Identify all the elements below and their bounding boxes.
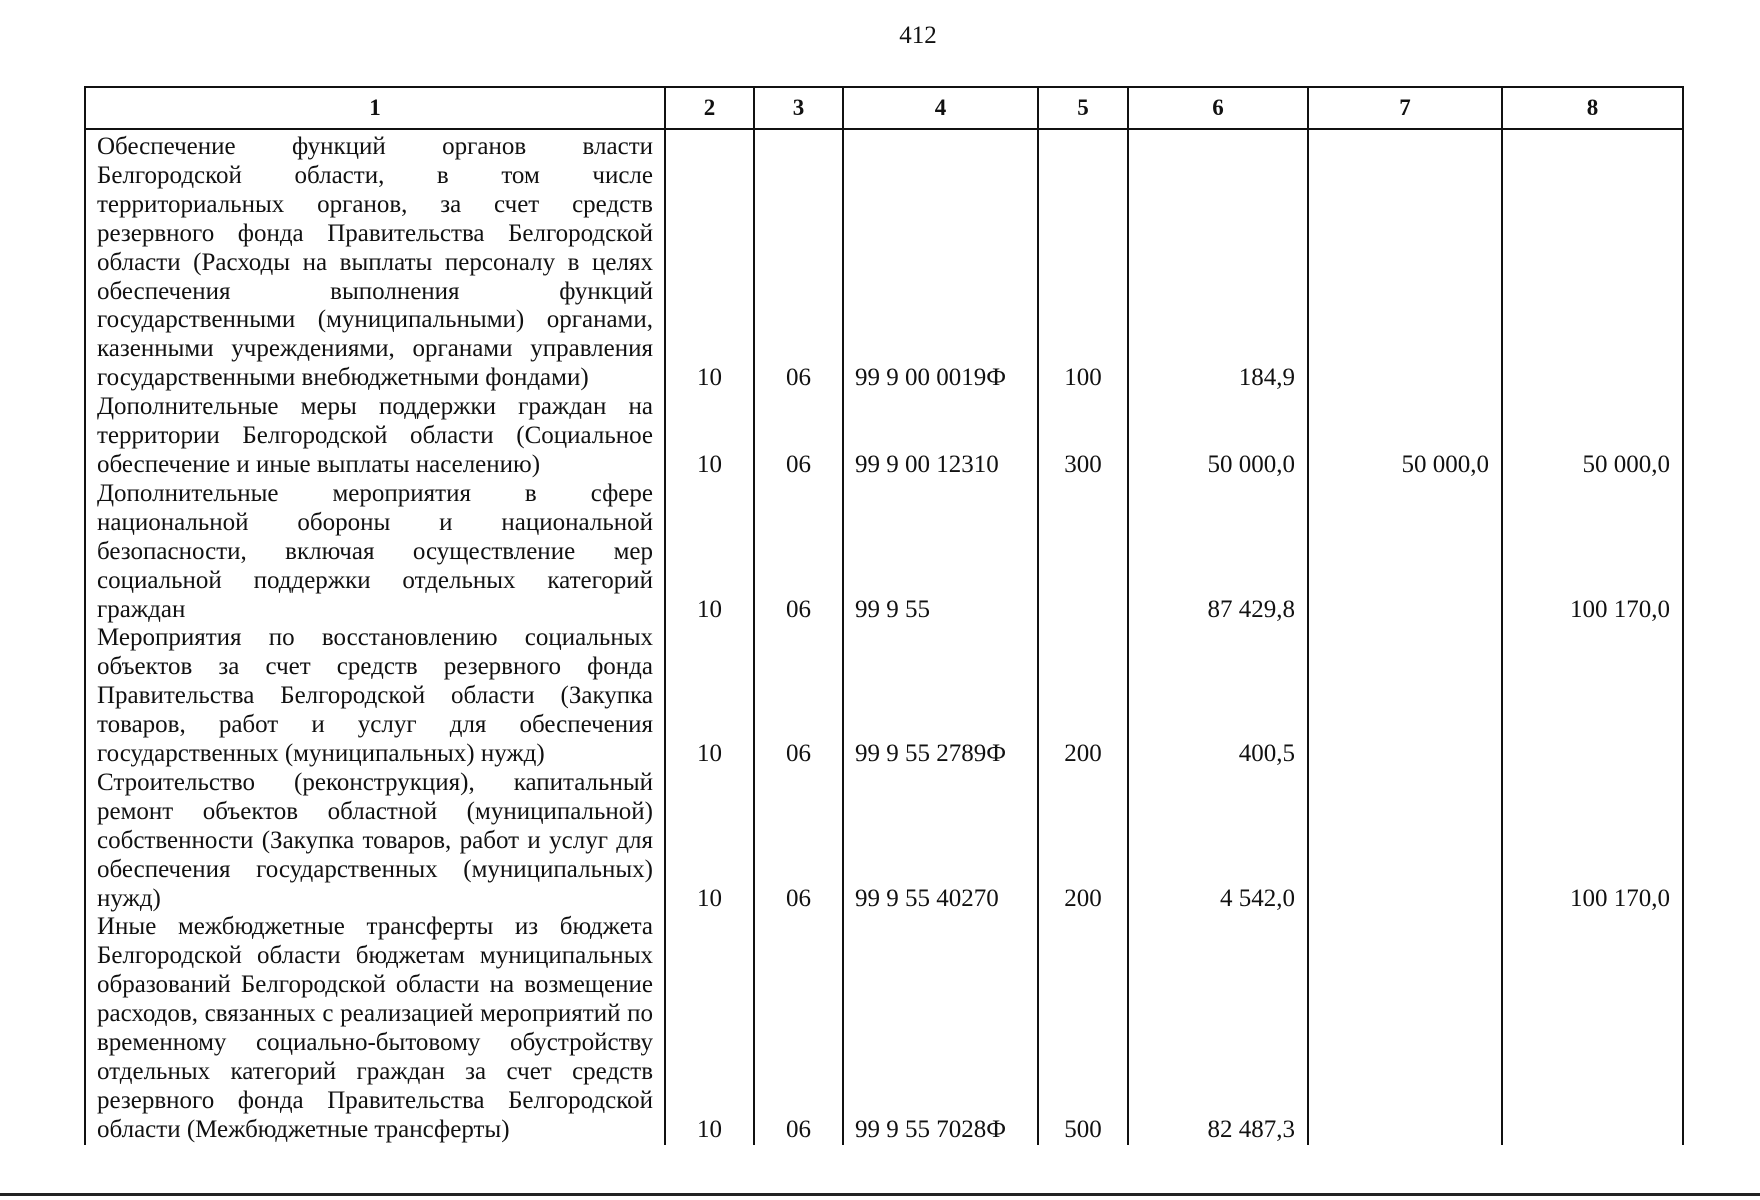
subsection-code: 06 xyxy=(754,393,843,480)
section-code: 10 xyxy=(665,913,754,1144)
amount-col6: 4 542,0 xyxy=(1128,769,1308,914)
expense-type-code: 500 xyxy=(1038,913,1128,1144)
target-article-code: 99 9 00 12310 xyxy=(843,393,1038,480)
amount-col8 xyxy=(1502,624,1683,769)
amount-col7 xyxy=(1308,769,1502,914)
column-header: 7 xyxy=(1308,87,1502,129)
amount-col8: 50 000,0 xyxy=(1502,393,1683,480)
expense-type-code: 300 xyxy=(1038,393,1128,480)
amount-col7: 50 000,0 xyxy=(1308,393,1502,480)
section-code: 10 xyxy=(665,769,754,914)
section-code: 10 xyxy=(665,393,754,480)
subsection-code: 06 xyxy=(754,624,843,769)
budget-table xyxy=(84,86,1684,1145)
column-header: 4 xyxy=(843,87,1038,129)
table-row xyxy=(85,624,1683,769)
page-number: 412 xyxy=(899,22,937,49)
table-row xyxy=(85,393,1683,480)
section-code: 10 xyxy=(665,480,754,625)
row-description: Иные межбюджетные трансферты из бюджета Белгородской области бюджетам муниципальных образований Белгородской области на возмещение расходов, связанных с реализацией мероприятий по временному социально-бытовому обустройству отдельных категорий граждан за счет средств резервного фонда Правительства Белгородской области (Межбюджетные трансферты) xyxy=(85,913,665,1144)
row-description: Дополнительные мероприятия в сфере национальной обороны и национальной безопасности, включая осуществление мер социальной поддержки отдельных категорий граждан xyxy=(85,480,665,625)
target-article-code: 99 9 55 40270 xyxy=(843,769,1038,914)
target-article-code: 99 9 55 2789Ф xyxy=(843,624,1038,769)
column-header: 3 xyxy=(754,87,843,129)
table-header-row xyxy=(85,87,1683,129)
subsection-code: 06 xyxy=(754,913,843,1144)
column-header: 8 xyxy=(1502,87,1683,129)
table-row xyxy=(85,129,1683,393)
column-header: 2 xyxy=(665,87,754,129)
row-description: Дополнительные меры поддержки граждан на территории Белгородской области (Социальное обеспечение и иные выплаты населению) xyxy=(85,393,665,480)
amount-col7 xyxy=(1308,480,1502,625)
subsection-code: 06 xyxy=(754,129,843,393)
amount-col6: 184,9 xyxy=(1128,129,1308,393)
amount-col8 xyxy=(1502,129,1683,393)
section-code: 10 xyxy=(665,129,754,393)
amount-col6: 87 429,8 xyxy=(1128,480,1308,625)
table-row xyxy=(85,480,1683,625)
amount-col8 xyxy=(1502,913,1683,1144)
expense-type-code: 100 xyxy=(1038,129,1128,393)
subsection-code: 06 xyxy=(754,480,843,625)
row-description: Строительство (реконструкция), капитальный ремонт объектов областной (муниципальной) собственности (Закупка товаров, работ и услуг для обеспечения государственных (муниципальных) нужд) xyxy=(85,769,665,914)
amount-col8: 100 170,0 xyxy=(1502,769,1683,914)
amount-col6: 50 000,0 xyxy=(1128,393,1308,480)
column-header: 1 xyxy=(85,87,665,129)
column-header: 5 xyxy=(1038,87,1128,129)
bottom-rule xyxy=(0,1193,1760,1196)
amount-col8: 100 170,0 xyxy=(1502,480,1683,625)
table-row xyxy=(85,913,1683,1144)
column-header: 6 xyxy=(1128,87,1308,129)
amount-col6: 400,5 xyxy=(1128,624,1308,769)
target-article-code: 99 9 55 7028Ф xyxy=(843,913,1038,1144)
expense-type-code: 200 xyxy=(1038,624,1128,769)
table-row xyxy=(85,769,1683,914)
row-description: Обеспечение функций органов власти Белгородской области, в том числе территориальных органов, за счет средств резервного фонда Правительства Белгородской области (Расходы на выплаты персоналу в целях обеспечения выполнения функций государственными (муниципальными) органами, казенными учреждениями, органами управления государственными внебюджетными фондами) xyxy=(85,129,665,393)
target-article-code: 99 9 00 0019Ф xyxy=(843,129,1038,393)
amount-col7 xyxy=(1308,913,1502,1144)
expense-type-code: 200 xyxy=(1038,769,1128,914)
subsection-code: 06 xyxy=(754,769,843,914)
expense-type-code xyxy=(1038,480,1128,625)
section-code: 10 xyxy=(665,624,754,769)
amount-col7 xyxy=(1308,129,1502,393)
amount-col7 xyxy=(1308,624,1502,769)
amount-col6: 82 487,3 xyxy=(1128,913,1308,1144)
row-description: Мероприятия по восстановлению социальных объектов за счет средств резервного фонда Правительства Белгородской области (Закупка товаров, работ и услуг для обеспечения государственных (муниципальных) нужд) xyxy=(85,624,665,769)
target-article-code: 99 9 55 xyxy=(843,480,1038,625)
